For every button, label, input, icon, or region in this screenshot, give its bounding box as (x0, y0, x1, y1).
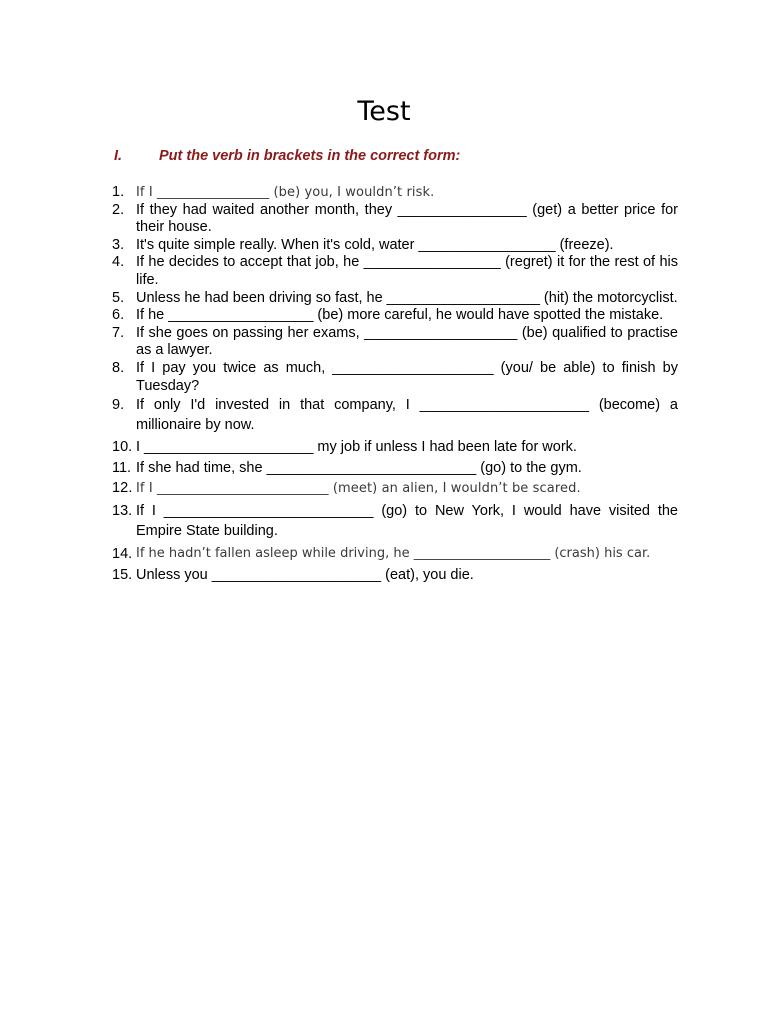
question-number: 11. (112, 459, 132, 476)
question-text: If he hadn’t fallen asleep while driving, he _____________________ (crash) his car. (136, 545, 651, 561)
question-number: 13. (112, 502, 133, 519)
question-text: If she goes on passing her exams, ___________________ (be) qualified to practise as a lawyer. (136, 324, 678, 359)
question-item (112, 567, 678, 585)
question-text: I _____________________ my job if unless I had been late for work. (136, 439, 577, 456)
question-item (112, 202, 678, 237)
question-text: If I pay you twice as much, ____________________ (you/ be able) to finish by Tuesday? (136, 359, 678, 394)
question-text: If I __________________________ (meet) an alien, I wouldn’t be scared. (136, 481, 581, 497)
question-text: If he __________________ (be) more careful, he would have spotted the mistake. (136, 307, 664, 324)
question-text: If I _________________ (be) you, I wouldn’t risk. (136, 185, 435, 200)
question-item (112, 254, 678, 289)
question-item (112, 544, 678, 564)
question-item (112, 290, 678, 308)
question-item (112, 184, 678, 202)
question-number: 7. (112, 324, 125, 341)
question-item (112, 325, 678, 360)
question-text: If I __________________________ (go) to New York, I would have visited the Empire State building. (136, 502, 678, 539)
question-number: 2. (112, 201, 125, 218)
question-item (112, 360, 678, 395)
question-number: 8. (112, 359, 125, 376)
question-number: 3. (112, 236, 125, 253)
question-number: 14. (112, 545, 133, 562)
question-text: Unless you _____________________ (eat), you die. (136, 566, 474, 583)
question-number: 5. (112, 289, 125, 306)
section-instruction: Put the verb in brackets in the correct form: (159, 148, 461, 164)
question-number: 1. (112, 184, 125, 200)
question-item (112, 439, 678, 457)
question-text: If he decides to accept that job, he _________________ (regret) it for the rest of his life. (136, 254, 678, 288)
question-item (112, 480, 678, 498)
section-numeral: I. (114, 148, 123, 164)
question-list (112, 184, 678, 585)
question-number: 6. (112, 307, 125, 324)
question-text: It's quite simple really. When it's cold, water _________________ (freeze). (136, 236, 614, 253)
question-text: If she had time, she __________________________ (go) to the gym. (136, 459, 582, 476)
question-item (112, 460, 678, 478)
question-number: 12. (112, 480, 133, 497)
question-text: If only I'd invested in that company, I _____________________ (become) a millionaire by now. (136, 397, 678, 434)
question-number: 9. (112, 397, 125, 414)
section-heading (114, 148, 460, 164)
question-text: If they had waited another month, they ________________ (get) a better price for their house. (136, 201, 678, 236)
question-text: Unless he had been driving so fast, he ___________________ (hit) the motorcyclist. (136, 289, 678, 306)
question-item (112, 395, 678, 435)
question-item (112, 237, 678, 255)
question-number: 4. (112, 254, 125, 271)
question-number: 10. (112, 439, 133, 456)
page-title: Test (357, 96, 411, 127)
question-item (112, 501, 678, 541)
question-number: 15. (112, 566, 133, 583)
question-item (112, 307, 678, 325)
